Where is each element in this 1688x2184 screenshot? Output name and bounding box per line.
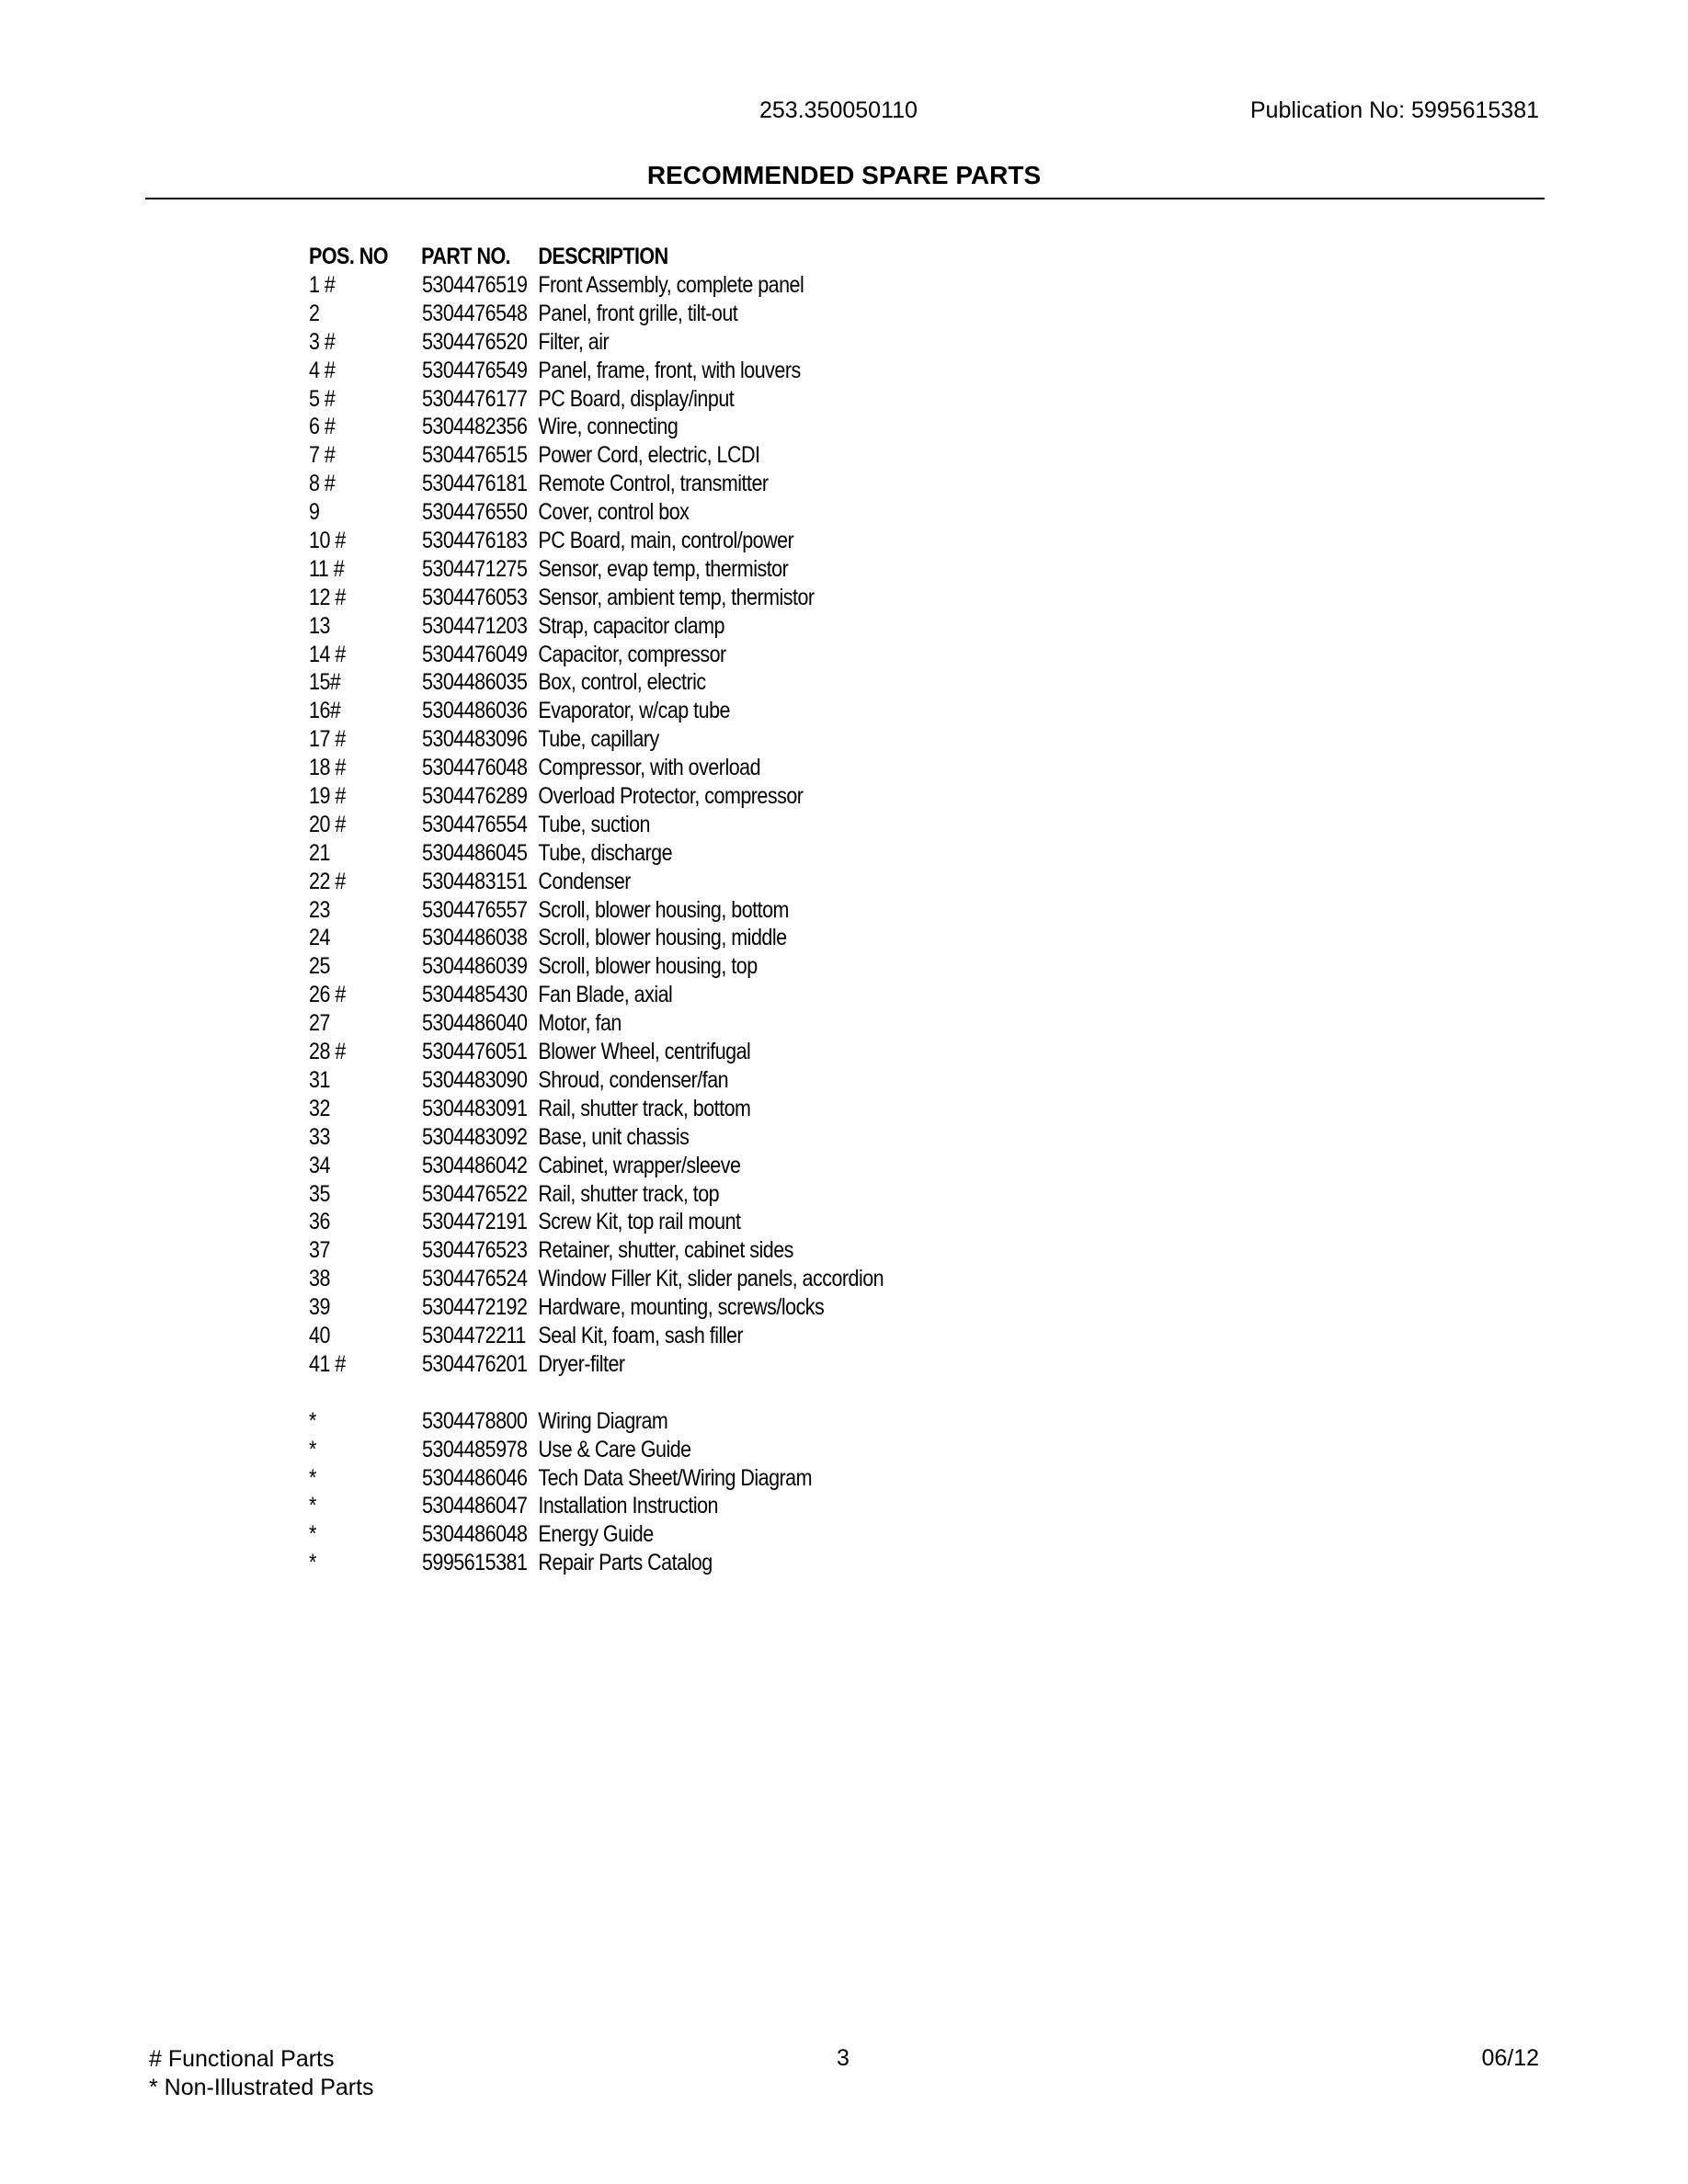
row-part-no: 5304483096 [421, 726, 528, 753]
table-row [309, 385, 926, 414]
header-pos-no: POS. NO [309, 244, 388, 269]
row-pos-no: 7 # [309, 442, 336, 469]
row-part-no: 5304476177 [421, 385, 528, 412]
row-part-no: 5304478800 [421, 1407, 528, 1434]
row-part-no: 5304486045 [421, 839, 528, 866]
table-row [309, 1322, 926, 1350]
page-title: RECOMMENDED SPARE PARTS [646, 161, 1042, 189]
row-part-no: 5304485978 [421, 1436, 528, 1462]
row-part-no: 5304485430 [421, 982, 528, 1008]
row-description: Cover, control box [538, 499, 690, 526]
row-pos-no: 38 [309, 1266, 330, 1292]
row-part-no: 5304476049 [421, 641, 528, 667]
row-pos-no: 37 [309, 1237, 330, 1264]
row-description: Blower Wheel, centrifugal [538, 1039, 751, 1065]
row-description: Tube, discharge [538, 839, 673, 866]
row-pos-no: 1 # [309, 272, 336, 298]
row-part-no: 5304476051 [421, 1039, 528, 1065]
row-description: Tube, suction [538, 811, 650, 837]
row-part-no: 5304476554 [421, 811, 528, 837]
row-pos-no: 41 # [309, 1350, 346, 1377]
row-pos-no: * [309, 1436, 316, 1462]
row-description: Hardware, mounting, screws/locks [538, 1294, 825, 1321]
row-pos-no: 14 # [309, 641, 346, 667]
table-row [309, 328, 926, 357]
table-row [309, 1520, 926, 1549]
row-description: Screw Kit, top rail mount [538, 1209, 741, 1235]
row-description: Sensor, evap temp, thermistor [538, 555, 789, 582]
table-row [309, 868, 926, 896]
table-row [309, 271, 926, 300]
table-row [309, 782, 926, 811]
row-pos-no: 10 # [309, 528, 346, 554]
row-description: Remote Control, transmitter [538, 471, 769, 497]
row-pos-no: 15# [309, 669, 341, 696]
row-description: Overload Protector, compressor [538, 783, 804, 810]
table-row [309, 1436, 926, 1464]
row-pos-no: 28 # [309, 1039, 346, 1065]
row-pos-no: 21 [309, 839, 330, 866]
row-pos-no: 40 [309, 1322, 330, 1348]
row-pos-no: 31 [309, 1066, 330, 1093]
table-row [309, 555, 926, 584]
row-description: Repair Parts Catalog [538, 1550, 713, 1576]
row-pos-no: * [309, 1521, 316, 1548]
row-pos-no: 22 # [309, 868, 346, 894]
table-row [309, 413, 926, 441]
table-row [309, 952, 926, 981]
table-row [309, 1208, 926, 1236]
row-part-no: 5304482356 [421, 414, 528, 440]
table-row [309, 981, 926, 1009]
row-description: Use & Care Guide [538, 1436, 691, 1462]
table-row [309, 498, 926, 527]
row-description: Seal Kit, foam, sash filler [538, 1322, 744, 1348]
table-row [309, 1066, 926, 1095]
row-part-no: 5304476520 [421, 328, 528, 355]
row-part-no: 5304476524 [421, 1266, 528, 1292]
row-pos-no: 16# [309, 698, 341, 724]
row-part-no: 5304476053 [421, 584, 528, 610]
row-part-no: 5304483151 [421, 868, 528, 894]
row-description: Dryer-filter [538, 1350, 625, 1377]
row-part-no: 5304476550 [421, 499, 528, 526]
model-number: 253.350050110 [759, 97, 918, 123]
row-part-no: 5304476549 [421, 357, 528, 383]
row-description: Box, control, electric [538, 669, 706, 696]
table-row [309, 1549, 926, 1577]
row-description: PC Board, main, control/power [538, 528, 794, 554]
row-description: Motor, fan [538, 1010, 622, 1037]
table-row [309, 1180, 926, 1209]
footer-date: 06/12 [1481, 2045, 1539, 2071]
row-part-no: 5304486046 [421, 1464, 528, 1491]
page-number: 3 [837, 2045, 850, 2071]
table-row [309, 1407, 926, 1436]
row-part-no: 5304476557 [421, 896, 528, 923]
row-pos-no: 33 [309, 1123, 330, 1150]
row-part-no: 5995615381 [421, 1550, 528, 1576]
row-description: Energy Guide [538, 1521, 654, 1548]
row-pos-no: 34 [309, 1152, 330, 1178]
row-description: Wire, connecting [538, 414, 679, 440]
row-part-no: 5304486038 [421, 925, 528, 951]
table-header-row [309, 243, 926, 271]
row-description: Wiring Diagram [538, 1407, 668, 1434]
footer-legend [149, 2045, 374, 2102]
row-part-no: 5304472192 [421, 1294, 528, 1321]
table-row [309, 641, 926, 669]
row-description: Filter, air [538, 328, 610, 355]
row-part-no: 5304486039 [421, 953, 528, 980]
row-description: Strap, capacitor clamp [538, 612, 724, 639]
row-description: Panel, front grille, tilt-out [538, 300, 738, 326]
row-part-no: 5304476183 [421, 528, 528, 554]
row-part-no: 5304486035 [421, 669, 528, 696]
table-row [309, 697, 926, 725]
row-description: Fan Blade, axial [538, 982, 673, 1008]
row-description: Shroud, condenser/fan [538, 1066, 729, 1093]
row-pos-no: 24 [309, 925, 330, 951]
row-description: Sensor, ambient temp, thermistor [538, 584, 815, 610]
row-pos-no: 19 # [309, 783, 346, 810]
row-part-no: 5304486048 [421, 1521, 528, 1548]
row-part-no: 5304476181 [421, 471, 528, 497]
row-description: Condenser [538, 868, 631, 894]
table-row [309, 441, 926, 470]
table-row [309, 1492, 926, 1520]
row-description: Base, unit chassis [538, 1123, 690, 1150]
row-pos-no: 20 # [309, 811, 346, 837]
row-pos-no: 39 [309, 1294, 330, 1321]
header-part-no: PART NO. [421, 244, 511, 269]
table-row [309, 839, 926, 868]
row-pos-no: 17 # [309, 726, 346, 753]
row-pos-no: 3 # [309, 328, 336, 355]
row-pos-no: 9 [309, 499, 320, 526]
table-row [309, 811, 926, 839]
row-description: Rail, shutter track, top [538, 1180, 720, 1207]
table-row [309, 1123, 926, 1152]
row-part-no: 5304483092 [421, 1123, 528, 1150]
row-part-no: 5304486047 [421, 1493, 528, 1519]
legend-non-illustrated-parts: * Non-Illustrated Parts [149, 2075, 374, 2100]
row-part-no: 5304471275 [421, 555, 528, 582]
table-row [309, 1236, 926, 1265]
table-row [309, 584, 926, 612]
row-part-no: 5304476523 [421, 1237, 528, 1264]
publication-number: Publication No: 5995615381 [1249, 97, 1539, 123]
row-part-no: 5304476201 [421, 1350, 528, 1377]
row-pos-no: * [309, 1464, 316, 1491]
row-part-no: 5304486042 [421, 1152, 528, 1178]
row-description: Cabinet, wrapper/sleeve [538, 1152, 741, 1178]
row-part-no: 5304476522 [421, 1180, 528, 1207]
row-description: Capacitor, compressor [538, 641, 726, 667]
table-row [309, 300, 926, 328]
row-part-no: 5304476548 [421, 300, 528, 326]
row-description: Tech Data Sheet/Wiring Diagram [538, 1464, 813, 1491]
row-pos-no: 25 [309, 953, 330, 980]
row-description: Installation Instruction [538, 1493, 718, 1519]
row-pos-no: 23 [309, 896, 330, 923]
table-row [309, 1464, 926, 1493]
row-description: Front Assembly, complete panel [538, 272, 804, 298]
row-pos-no: 36 [309, 1209, 330, 1235]
legend-functional-parts: # Functional Parts [149, 2046, 335, 2072]
row-pos-no: 27 [309, 1010, 330, 1037]
table-row [309, 754, 926, 782]
table-row [309, 612, 926, 641]
row-description: Compressor, with overload [538, 755, 761, 781]
table-row [309, 924, 926, 952]
row-pos-no: * [309, 1493, 316, 1519]
row-part-no: 5304476289 [421, 783, 528, 810]
row-description: Power Cord, electric, LCDI [538, 442, 760, 469]
table-row [309, 1265, 926, 1293]
row-part-no: 5304483090 [421, 1066, 528, 1093]
row-pos-no: 13 [309, 612, 330, 639]
table-row [309, 896, 926, 925]
row-pos-no: 18 # [309, 755, 346, 781]
row-part-no: 5304476048 [421, 755, 528, 781]
table-row [309, 470, 926, 498]
row-description: Retainer, shutter, cabinet sides [538, 1237, 793, 1264]
row-pos-no: 11 # [309, 555, 345, 582]
row-description: Evaporator, w/cap tube [538, 698, 730, 724]
table-row [309, 357, 926, 385]
row-description: Tube, capillary [538, 726, 659, 753]
row-pos-no: 12 # [309, 584, 346, 610]
row-description: Scroll, blower housing, bottom [538, 896, 789, 923]
table-row [309, 1038, 926, 1066]
table-row [309, 1095, 926, 1123]
row-pos-no: 8 # [309, 471, 336, 497]
header-description: DESCRIPTION [538, 244, 668, 269]
row-part-no: 5304472211 [421, 1322, 526, 1348]
table-row [309, 1350, 926, 1379]
row-part-no: 5304486040 [421, 1010, 528, 1037]
row-pos-no: 6 # [309, 414, 336, 440]
table-gap [309, 1379, 1026, 1407]
row-pos-no: 32 [309, 1095, 330, 1121]
table-row [309, 1009, 926, 1038]
row-pos-no: * [309, 1550, 316, 1576]
row-description: PC Board, display/input [538, 385, 735, 412]
row-description: Scroll, blower housing, top [538, 953, 758, 980]
row-part-no: 5304471203 [421, 612, 528, 639]
row-pos-no: 26 # [309, 982, 346, 1008]
table-row [309, 725, 926, 754]
title-divider [145, 198, 1545, 199]
row-pos-no: 4 # [309, 357, 336, 383]
parts-table [309, 243, 1026, 1577]
row-part-no: 5304483091 [421, 1095, 528, 1121]
table-row [309, 668, 926, 697]
row-pos-no: * [309, 1407, 316, 1434]
row-description: Scroll, blower housing, middle [538, 925, 787, 951]
row-description: Window Filler Kit, slider panels, accordion [538, 1266, 884, 1292]
row-pos-no: 5 # [309, 385, 336, 412]
row-part-no: 5304472191 [421, 1209, 528, 1235]
row-pos-no: 35 [309, 1180, 330, 1207]
row-part-no: 5304486036 [421, 698, 528, 724]
row-description: Panel, frame, front, with louvers [538, 357, 801, 383]
table-row [309, 527, 926, 555]
row-part-no: 5304476515 [421, 442, 528, 469]
row-pos-no: 2 [309, 300, 320, 326]
table-row [309, 1152, 926, 1180]
row-part-no: 5304476519 [421, 272, 528, 298]
table-row [309, 1293, 926, 1322]
row-description: Rail, shutter track, bottom [538, 1095, 751, 1121]
